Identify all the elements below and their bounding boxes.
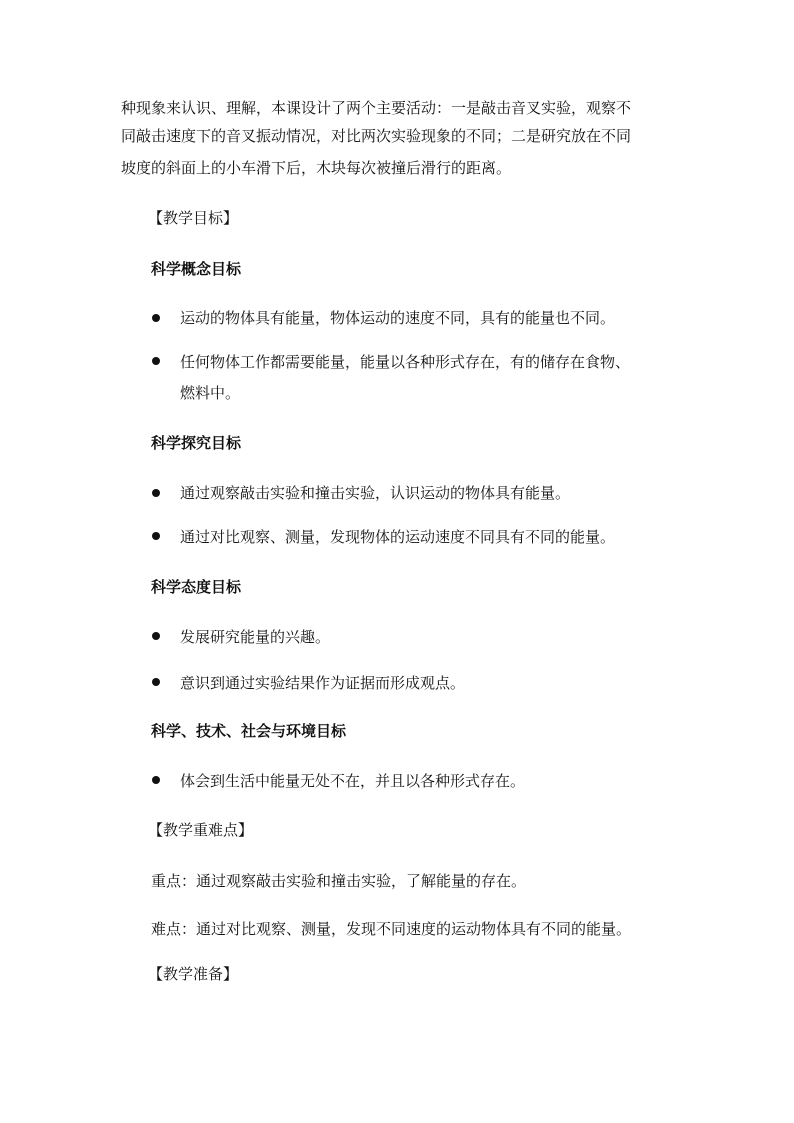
intro-line-3: 坡度的斜面上的小车滑下后，木块每次被撞后滑行的距离。 [121,159,512,177]
bullet-icon [152,632,160,640]
attitude-item-1: 发展研究能量的兴趣。 [180,628,331,646]
concept-item-2: 任何物体工作都需要能量，能量以各种形式存在，有的储存在食物、 [180,353,631,371]
objectives-heading: 【教学目标】 [148,209,239,227]
inquiry-item-1: 通过观察敲击实验和撞击实验，认识运动的物体具有能量。 [180,484,571,502]
bullet-icon [152,489,160,497]
stse-item-1: 体会到生活中能量无处不在，并且以各种形式存在。 [180,772,526,790]
bullet-icon [152,678,160,686]
preparation-heading: 【教学准备】 [148,965,239,983]
intro-line-1: 种现象来认识、理解，本课设计了两个主要活动：一是敲击音叉实验，观察不 [121,99,632,117]
key-point-focus: 重点：通过观察敲击实验和撞击实验，了解能量的存在。 [151,872,527,890]
attitude-item-2: 意识到通过实验结果作为证据而形成观点。 [180,674,466,692]
stse-title: 科学、技术、社会与环境目标 [151,722,347,740]
intro-line-2: 同敲击速度下的音叉振动情况，对比两次实验现象的不同；二是研究放在不同 [121,127,632,145]
key-point-difficulty: 难点：通过对比观察、测量，发现不同速度的运动物体具有不同的能量。 [151,920,632,938]
bullet-icon [152,776,160,784]
inquiry-item-2: 通过对比观察、测量，发现物体的运动速度不同具有不同的能量。 [180,528,616,546]
bullet-icon [152,314,160,322]
concept-item-1: 运动的物体具有能量，物体运动的速度不同，具有的能量也不同。 [180,309,616,327]
concept-item-2-cont: 燃料中。 [180,384,241,402]
bullet-icon [152,357,160,365]
concept-title: 科学概念目标 [151,260,242,278]
inquiry-title: 科学探究目标 [151,434,242,452]
attitude-title: 科学态度目标 [151,578,242,596]
key-points-heading: 【教学重难点】 [148,821,254,839]
bullet-icon [152,532,160,540]
